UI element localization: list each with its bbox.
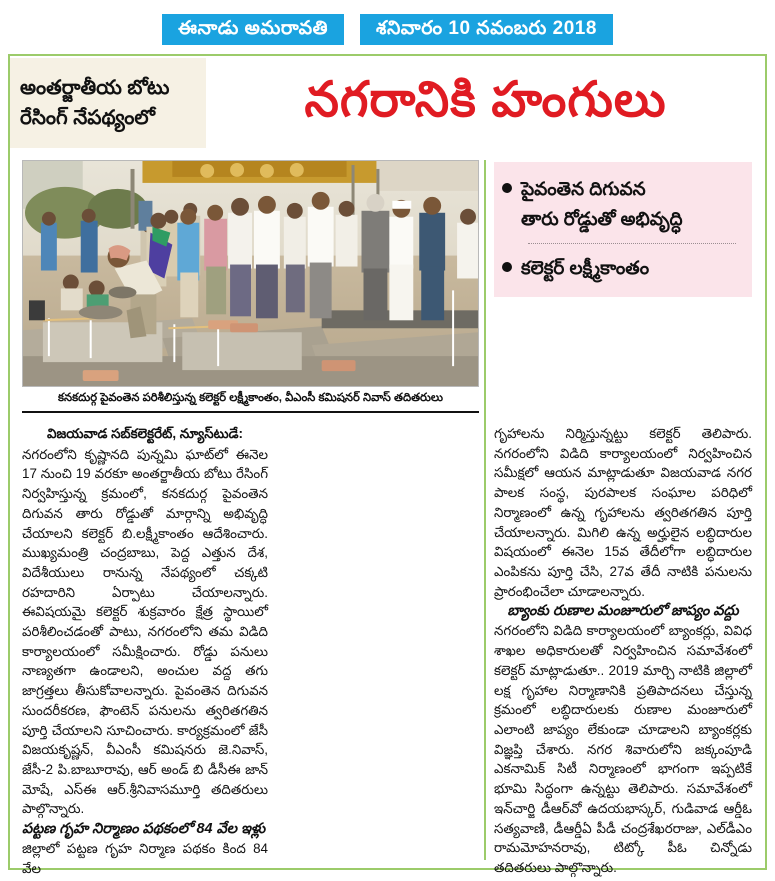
bullet-item-1 bbox=[502, 174, 742, 234]
headline-kicker bbox=[10, 58, 206, 148]
bullet-item-2-text: కలెక్టర్ లక్ష్మీకాంతం bbox=[521, 256, 650, 278]
page-title: నగరానికి హంగులు bbox=[304, 72, 667, 127]
headline-band bbox=[10, 58, 765, 148]
article-photo bbox=[22, 160, 479, 387]
bullet-dot-icon bbox=[502, 262, 512, 272]
bullet-divider bbox=[528, 243, 736, 244]
right-paragraph-1: గృహాలను నిర్మిస్తున్నట్టు కలెక్టర్ తెలిపారు. నగరంలోని విడిది కార్యాలయంలో నిర్వహించిన సమీక్షలో ఆయన మాట్లాడుతూ విజయవాడ నగర పాలక సంస్థ, పురపాలక సంఘాల పరిధిలో నిర్మాణంలో ఉన్న గృహాలను త్వరితగతిన పూర్తి చేయాలన్నారు. మిగిలి ఉన్న అర్హులైన లబ్ధిదారుల విషయంలో ఈనెల 15వ తేదీలోగా లబ్ధిదారుల ఎంపికను పూర్తి చేసి, 27వ తేదీ నాటికి పనులను ప్రారంభించేలా చూడాలన్నారు. bbox=[494, 426, 752, 599]
masthead-date: శనివారం 10 నవంబరు 2018 bbox=[360, 14, 613, 45]
highlight-bullets bbox=[494, 162, 752, 297]
bullet-dot-icon bbox=[502, 183, 512, 193]
left-subheading: పట్టణ గృహ నిర్మాణం పథకంలో 84 వేల ఇళ్లు bbox=[22, 821, 266, 838]
bullet-item-1-line-2: తారు రోడ్డుతో అభివృద్ధి bbox=[521, 207, 683, 229]
body-column-right bbox=[494, 424, 752, 878]
column-divider bbox=[484, 160, 486, 860]
kicker-line-2: రేసింగ్ నేపథ్యంలో bbox=[20, 107, 155, 129]
dateline: విజయవాడ సబ్‌కలెక్టరేట్, న్యూస్‌టుడే: bbox=[46, 426, 244, 441]
masthead-publication: ఈనాడు అమరావతి bbox=[162, 14, 344, 45]
left-paragraph-1 bbox=[22, 424, 268, 819]
photo-caption: కనకదుర్గ పైవంతెన పరిశీలిస్తున్న కలెక్టర్ లక్ష్మీకాంతం, వీఎంసీ కమిషనర్ నివాస్ తదితరులు bbox=[58, 392, 443, 404]
bullet-item-1-text bbox=[521, 174, 683, 234]
kicker-line-1: అంతర్జాతీయ బోటు bbox=[20, 77, 170, 99]
bullet-item-2 bbox=[502, 253, 742, 283]
caption-rule bbox=[22, 411, 479, 413]
left-paragraph-1-text: నగరంలోని కృష్ణానది పున్నమి ఘాట్‌లో ఈనెల 17 నుంచి 19 వరకూ అంతర్జాతీయ బోటు రేసింగ్ నిర్వహిస్తున్న క్రమంలో, కనకదుర్గ పైవంతెన దిగువన తారు రోడ్డుతో మార్గాన్ని అభివృద్ధి చేయాలని కలెక్టర్ బి.లక్ష్మీకాంతం ఆదేశించారు. ముఖ్యమంత్రి చంద్రబాబు, పెద్ద ఎత్తున దేశ, విదేశీయులు రానున్న నేపథ్యంలో చక్కటి రహదారిని ఏర్పాటు చేయాలన్నారు. ఈవిషయమై కలెక్టర్ శుక్రవారం క్షేత్ర స్థాయిలో పరిశీలించడంతో పాటు, నగరంలోని తమ విడిది కార్యాలయంలో సమీక్షించారు. రోడ్డు పనులు నాణ్యతగా ఉండాలని, అంచుల వద్ద తగు జాగ్రత్తలు తీసుకోవాలన్నారు. పైవంతెన దిగువన సుందరీకరణ, ఫౌంటెన్ పనులను త్వరితగతిన పూర్తి చేయాలని సూచించారు. కార్యక్రమంలో జేసీ విజయకృష్ణన్, వీఎంసీ కమిషనరు జె.నివాస్, జేసీ-2 పి.బాబూరావు, ఆర్ అండ్ బి డీసీఈ జాన్ మోషే, ఎస్ఈ ఆర్.శ్రీనివాసమూర్తి తదితరులు పాల్గొన్నారు. bbox=[22, 446, 268, 817]
masthead bbox=[0, 12, 775, 46]
right-subheading: బ్యాంకు రుణాల మంజూరులో జాప్యం వద్దు bbox=[507, 603, 739, 620]
photo-illustration bbox=[23, 161, 478, 387]
bullet-item-1-line-1: పైవంతెన దిగువన bbox=[521, 178, 646, 199]
left-paragraph-2: జిల్లాలో పట్టణ గృహ నిర్మాణ పథకం కింద 84 వేల bbox=[22, 841, 268, 876]
body-column-left bbox=[22, 424, 268, 879]
right-paragraph-2: నగరంలోని విడిది కార్యాలయంలో బ్యాంకర్లు, వివిధ శాఖల అధికారులతో నిర్వహించిన సమావేశంలో కలెక్టర్ మాట్లాడుతూ.. 2019 మార్చి నాటికి జిల్లాలో లక్ష గృహాల నిర్మాణానికి ప్రతిపాదనలు చేస్తున్న క్రమంలో లబ్ధిదారులకు రుణాల మంజూరులో ఎలాంటి జాప్యం లేకుండా చూడాలని బ్యాంకర్లకు విజ్ఞప్తి చేశారు. నగర శివారులోని జక్కంపూడి ఎకనామిక్ సిటీ నిర్మాణంలో భాగంగా ఇప్పటికే భూమి సిద్ధంగా ఉన్నట్టు తెలిపారు. సమావేశంలో ఇన్‌చార్జి డీఆర్‌వో ఉదయభాస్కర్, గుడివాడ ఆర్డీఓ సత్యవాణి, డీఆర్డీఏ పీడీ చంద్రశేఖరరాజు, ఎల్‌డీఎం రామమోహనరావు, టిట్కో పీఓ చిన్నోడు తదితరులు పాల్గొన్నారు. bbox=[494, 623, 752, 875]
